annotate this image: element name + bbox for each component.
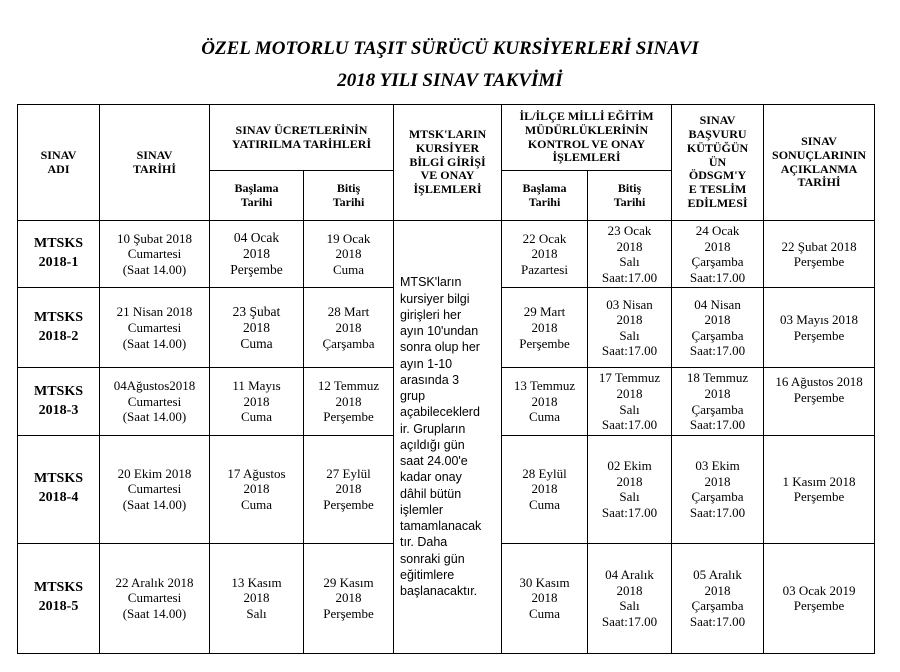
cell-line: TARİHİ (797, 175, 841, 190)
cell-line: Saat:17.00 (689, 269, 746, 285)
cell-line: İŞLEMLERİ (413, 182, 482, 197)
row-name (18, 435, 100, 543)
cell-line: EDİLMESİ (687, 195, 748, 210)
ilce-bitis-cell (588, 543, 672, 653)
cell-line: MÜDÜRLÜKLERİNİN (524, 122, 649, 137)
cell-line: Perşembe (230, 262, 283, 278)
cell-line: 2018 (704, 582, 731, 598)
header-sinav-tarihi (100, 105, 210, 221)
cell-line: kursiyer bilgi (400, 291, 470, 306)
cell-line: MTSKS (33, 309, 83, 325)
cell-line: YATIRILMA TARİHLERİ (231, 136, 372, 151)
ilce-bitis-cell (588, 221, 672, 288)
cell-line: Perşembe (793, 598, 845, 614)
sonuc-tarihi-cell (764, 288, 875, 368)
cell-line: 2018 (531, 481, 558, 497)
cell-line: BİLGİ GİRİŞİ (409, 154, 486, 169)
cell-line: Saat:17.00 (601, 504, 658, 520)
header-sonuc-aciklanma (764, 105, 875, 221)
ucret-bitis-cell (304, 368, 394, 435)
cell-line: 13 Kasım (231, 574, 282, 590)
cell-line: MTSKS (33, 471, 83, 487)
cell-line: ADI (47, 161, 70, 176)
cell-line: Saat:17.00 (601, 417, 658, 433)
cell-line: 17 Ağustos (227, 465, 286, 481)
cell-line: 2018 (531, 590, 558, 606)
cell-line: SONUÇLARININ (772, 147, 867, 162)
cell-line: açabileceklerd (400, 405, 480, 420)
sinav-tarihi-cell (100, 435, 210, 543)
cell-line: MTSK'ların (400, 275, 462, 290)
cell-line: 2018 (704, 312, 731, 328)
cell-line: 27 Eylül (326, 465, 371, 481)
cell-line: ÜN (708, 154, 727, 169)
cell-line: (Saat 14.00) (122, 497, 187, 513)
cell-line: tır. Daha (400, 535, 448, 550)
cell-line: Perşembe (519, 335, 570, 351)
cell-line: 2018 (616, 238, 643, 254)
sinav-tarihi-cell (100, 368, 210, 435)
cell-line: ayın 1-10 (400, 356, 453, 371)
cell-line: eğitimlere (400, 567, 455, 582)
cell-line: 03 Ocak 2019 (782, 582, 856, 598)
cell-line: 03 Mayıs 2018 (780, 312, 859, 328)
kutuk-teslim-cell (672, 221, 764, 288)
cell-line: AÇIKLANMA (780, 161, 858, 176)
cell-line: 23 Şubat (232, 303, 281, 319)
cell-line: 11 Mayıs (232, 378, 281, 394)
cell-line: BAŞVURU (688, 127, 747, 141)
ilce-bitis-cell (588, 368, 672, 435)
cell-line: Çarşamba (691, 401, 744, 417)
cell-line: 12 Temmuz (317, 378, 380, 394)
cell-line: Perşembe (793, 489, 845, 505)
header-ilce-bitis (588, 171, 672, 221)
ucret-baslama-cell (210, 543, 304, 653)
cell-line: 1 Kasım 2018 (782, 473, 856, 489)
cell-line: 2018-4 (38, 490, 79, 506)
cell-line: Cuma (240, 497, 273, 513)
cell-line: 05 Aralık (693, 567, 742, 583)
row-name (18, 288, 100, 368)
cell-line: İŞLEMLERİ (552, 150, 621, 165)
cell-line: 24 Ocak (695, 223, 740, 238)
cell-line: 19 Ocak (326, 230, 371, 246)
cell-line: 2018 (704, 385, 731, 401)
ilce-baslama-cell (502, 368, 588, 435)
cell-line: 03 Ekim (695, 458, 740, 474)
table-row (18, 221, 875, 288)
cell-line: Salı (246, 606, 267, 622)
cell-line: 2018-3 (38, 402, 79, 418)
ucret-baslama-cell (210, 288, 304, 368)
cell-line: 2018 (616, 582, 643, 598)
cell-line: E TESLİM (688, 182, 747, 197)
sonuc-tarihi-cell (764, 435, 875, 543)
cell-line: işlemler (400, 502, 444, 517)
cell-line: 2018 (335, 590, 362, 606)
ilce-baslama-cell (502, 435, 588, 543)
cell-line: 17 Temmuz (598, 370, 661, 386)
cell-line: Cumartesi (127, 246, 182, 262)
cell-line: 03 Nisan (606, 296, 653, 312)
cell-line: 30 Kasım (519, 574, 570, 590)
cell-line: Saat:17.00 (689, 417, 746, 433)
cell-line: KÜTÜĞÜN (686, 140, 749, 155)
cell-line: VE ONAY (420, 168, 475, 183)
cell-line: ir. Grupların (400, 421, 466, 436)
sinav-tarihi-cell (100, 221, 210, 288)
cell-line: Çarşamba (322, 335, 375, 351)
cell-line: 2018 (335, 481, 362, 497)
cell-line: 04Ağustos2018 (113, 378, 196, 394)
cell-line: başlanacaktır. (400, 584, 478, 599)
cell-line: Çarşamba (691, 489, 744, 505)
cell-line: 2018-1 (38, 255, 79, 271)
cell-line: Başlama (234, 180, 279, 195)
cell-line: açıldığı gün (400, 437, 465, 452)
cell-line: (Saat 14.00) (122, 606, 187, 622)
sinav-tarihi-cell (100, 543, 210, 653)
cell-line: Bitiş (617, 180, 642, 195)
document-title: ÖZEL MOTORLU TAŞIT SÜRÜCÜ KURSİYERLERİ SINAVI (201, 38, 699, 59)
cell-line: SINAV (136, 147, 173, 162)
ucret-baslama-cell (210, 435, 304, 543)
cell-line: Cumartesi (127, 590, 182, 606)
ucret-bitis-cell (304, 288, 394, 368)
cell-line: TARİHİ (132, 161, 177, 176)
sinav-tarihi-cell (100, 288, 210, 368)
cell-line: Cumartesi (127, 320, 182, 336)
ilce-baslama-cell (502, 543, 588, 653)
cell-line: Çarşamba (691, 254, 744, 270)
mtsk-info-cell (394, 221, 502, 654)
cell-line: Perşembe (793, 327, 845, 343)
ilce-bitis-cell (588, 288, 672, 368)
cell-line: 22 Şubat 2018 (781, 238, 857, 254)
kutuk-teslim-cell (672, 288, 764, 368)
cell-line: Çarşamba (691, 598, 744, 614)
cell-line: 2018 (335, 320, 362, 336)
cell-line: arasında 3 (400, 372, 460, 387)
cell-line: KURSİYER (415, 140, 480, 155)
cell-line: Cuma (528, 606, 561, 622)
cell-line: Tarihi (613, 194, 646, 209)
cell-line: 2018 (616, 385, 643, 401)
cell-line: Salı (619, 598, 640, 614)
exam-calendar-table (17, 104, 875, 654)
cell-line: Bitiş (336, 180, 361, 195)
sonuc-tarihi-cell (764, 543, 875, 653)
ucret-bitis-cell (304, 221, 394, 288)
cell-line: Cuma (528, 409, 561, 425)
cell-line: Saat:17.00 (601, 613, 658, 629)
cell-line: ayın 10'undan (400, 324, 479, 339)
ucret-baslama-cell (210, 221, 304, 288)
cell-line: 29 Mart (523, 304, 566, 320)
cell-line: 2018 (243, 393, 270, 409)
cell-line: girişleri her (400, 307, 462, 322)
ucret-bitis-cell (304, 435, 394, 543)
cell-line: Saat:17.00 (689, 504, 746, 520)
cell-line: Tarihi (332, 194, 365, 209)
cell-line: ÖDSGM'Y (688, 168, 747, 183)
header-mtsk-bilgi-girisi (394, 105, 502, 221)
ilce-bitis-cell (588, 435, 672, 543)
cell-line: Çarşamba (691, 327, 744, 343)
header-ucret-yatirilma (210, 105, 394, 171)
cell-line: 2018 (704, 238, 731, 254)
cell-line: 02 Ekim (607, 458, 652, 474)
cell-line: Saat:17.00 (601, 343, 658, 359)
cell-line: MTSKS (33, 383, 83, 399)
cell-line: Cumartesi (127, 393, 182, 409)
cell-line: SINAV (699, 113, 736, 128)
sonuc-tarihi-cell (764, 368, 875, 435)
document-subtitle: 2018 YILI SINAV TAKVİMİ (337, 70, 563, 91)
cell-line: Perşembe (793, 389, 845, 405)
cell-line: 2018 (243, 481, 270, 497)
cell-line: 04 Aralık (605, 567, 654, 583)
cell-line: dâhil bütün (400, 486, 462, 501)
header-ucret-baslama (210, 171, 304, 221)
cell-line: Başlama (522, 180, 567, 195)
sonuc-tarihi-cell (764, 221, 875, 288)
cell-line: Cuma (528, 497, 561, 513)
cell-line: MTSKS (33, 236, 83, 252)
cell-line: Cuma (332, 261, 365, 277)
cell-line: 16 Ağustos 2018 (775, 374, 863, 390)
cell-line: 2018 (335, 246, 362, 262)
ilce-baslama-cell (502, 288, 588, 368)
cell-line: 10 Şubat 2018 (116, 230, 193, 246)
cell-line: Salı (619, 327, 640, 343)
cell-line: 2018 (704, 473, 731, 489)
cell-line: 2018 (243, 319, 270, 335)
cell-line: (Saat 14.00) (122, 409, 187, 425)
header-ucret-bitis (304, 171, 394, 221)
cell-line: Pazartesi (521, 261, 568, 277)
cell-line: Perşembe (323, 409, 374, 425)
header-basvuru-kutugu (672, 105, 764, 221)
cell-line: Cuma (240, 409, 273, 425)
cell-line: Saat:17.00 (689, 343, 746, 359)
cell-line: Salı (619, 254, 640, 270)
cell-line: Tarihi (528, 194, 561, 209)
header-ilce-baslama (502, 171, 588, 221)
cell-line: 2018 (243, 590, 270, 606)
cell-line: Tarihi (240, 194, 273, 209)
cell-line: 29 Kasım (323, 574, 374, 590)
cell-line: 21 Nisan 2018 (116, 304, 193, 320)
cell-line: saat 24.00'e (400, 454, 468, 469)
cell-line: 2018 (616, 473, 643, 489)
cell-line: (Saat 14.00) (122, 335, 187, 351)
row-name (18, 543, 100, 653)
cell-line: 23 Ocak (607, 223, 652, 238)
cell-line: Saat:17.00 (689, 613, 746, 629)
row-name (18, 368, 100, 435)
cell-line: 2018-2 (38, 328, 79, 344)
cell-line: SINAV ÜCRETLERİNİN (235, 122, 368, 137)
cell-line: Salı (619, 401, 640, 417)
cell-line: SINAV (801, 133, 837, 148)
row-name (18, 221, 100, 288)
cell-line: Cumartesi (127, 481, 182, 497)
cell-line: Perşembe (323, 497, 374, 513)
cell-line: 04 Ocak (233, 229, 280, 245)
cell-line: tamamlanacak (400, 519, 482, 534)
cell-line: Cuma (240, 335, 273, 351)
cell-line: kadar onay (400, 470, 462, 485)
cell-line: 2018 (616, 312, 643, 328)
cell-line: 04 Nisan (694, 296, 741, 312)
cell-line: sonra olup her (400, 340, 480, 355)
cell-line: MTSKS (33, 580, 83, 596)
cell-line: sonraki gün (400, 551, 465, 566)
cell-line: Salı (619, 489, 640, 505)
cell-line: KONTROL VE ONAY (527, 136, 646, 151)
cell-line: 22 Ocak (522, 230, 567, 246)
ilce-baslama-cell (502, 221, 588, 288)
cell-line: MTSK'LARIN (408, 127, 487, 141)
kutuk-teslim-cell (672, 435, 764, 543)
cell-line: Perşembe (793, 254, 845, 270)
cell-line: 13 Temmuz (513, 378, 576, 394)
cell-line: (Saat 14.00) (122, 261, 187, 277)
cell-line: 28 Eylül (522, 465, 567, 481)
header-sinav-adi (18, 105, 100, 221)
cell-line: 2018 (531, 393, 558, 409)
cell-line: 2018 (531, 246, 558, 262)
cell-line: Saat:17.00 (601, 269, 658, 285)
header-ilce-kontrol-onay (502, 105, 672, 171)
kutuk-teslim-cell (672, 368, 764, 435)
cell-line: İL/İLÇE MİLLİ EĞİTİM (519, 108, 654, 123)
cell-line: 2018 (335, 393, 362, 409)
cell-line: 2018-5 (38, 599, 79, 615)
cell-line: 20 Ekim 2018 (117, 465, 192, 481)
cell-line: grup (400, 389, 426, 404)
cell-line: 22 Aralık 2018 (115, 574, 194, 590)
cell-line: 2018 (531, 320, 558, 336)
cell-line: 28 Mart (327, 304, 370, 320)
cell-line: 2018 (243, 246, 270, 262)
cell-line: SINAV (40, 147, 77, 162)
kutuk-teslim-cell (672, 543, 764, 653)
ucret-baslama-cell (210, 368, 304, 435)
cell-line: 18 Temmuz (686, 370, 749, 386)
ucret-bitis-cell (304, 543, 394, 653)
cell-line: Perşembe (323, 606, 374, 622)
